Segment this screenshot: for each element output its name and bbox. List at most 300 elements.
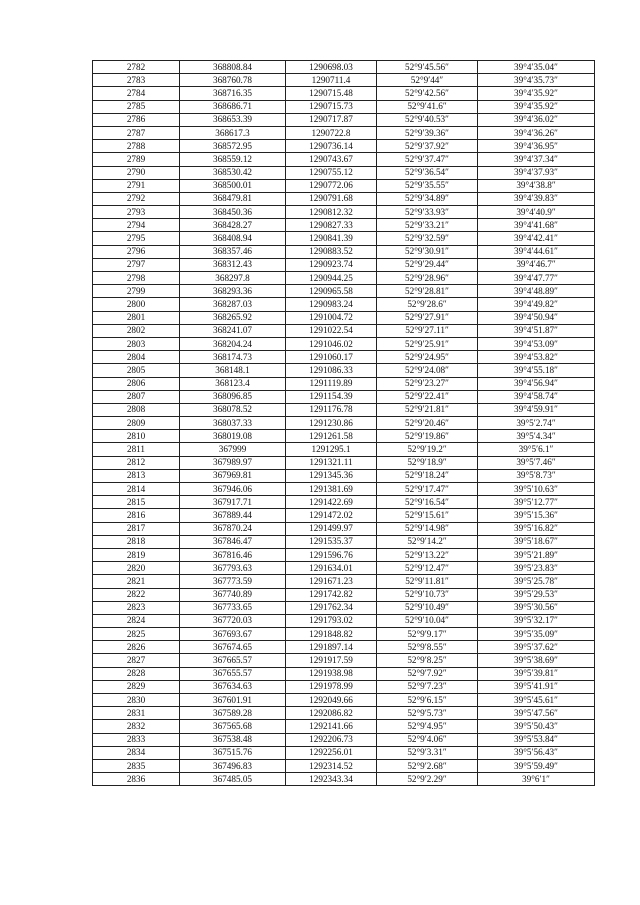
y-coordinate-cell: 1291634.01 [286, 562, 377, 575]
point-number-cell: 2815 [93, 496, 180, 509]
latitude-cell: 52°9′25.91″ [377, 337, 478, 350]
x-coordinate-cell: 367515.76 [180, 746, 286, 759]
x-coordinate-cell: 368500.01 [180, 179, 286, 192]
point-number-cell: 2802 [93, 324, 180, 337]
x-coordinate-cell: 368037.33 [180, 417, 286, 430]
latitude-cell: 52°9′8.55″ [377, 641, 478, 654]
x-coordinate-cell: 367999 [180, 443, 286, 456]
x-coordinate-cell: 368559.12 [180, 153, 286, 166]
latitude-cell: 52°9′13.22″ [377, 548, 478, 561]
longitude-cell: 39°5′56.43″ [478, 746, 595, 759]
table-row [93, 548, 595, 561]
point-number-cell: 2834 [93, 746, 180, 759]
y-coordinate-cell: 1291535.37 [286, 535, 377, 548]
table-row [93, 126, 595, 139]
y-coordinate-cell: 1290722.8 [286, 126, 377, 139]
longitude-cell: 39°5′18.67″ [478, 535, 595, 548]
longitude-cell: 39°4′50.94″ [478, 311, 595, 324]
x-coordinate-cell: 368450.36 [180, 206, 286, 219]
table-row [93, 364, 595, 377]
x-coordinate-cell: 367538.48 [180, 733, 286, 746]
point-number-cell: 2795 [93, 232, 180, 245]
x-coordinate-cell: 368617.3 [180, 126, 286, 139]
point-number-cell: 2788 [93, 140, 180, 153]
y-coordinate-cell: 1290791.68 [286, 192, 377, 205]
x-coordinate-cell: 367870.24 [180, 522, 286, 535]
x-coordinate-cell: 367889.44 [180, 509, 286, 522]
latitude-cell: 52°9′27.91″ [377, 311, 478, 324]
x-coordinate-cell: 367846.47 [180, 535, 286, 548]
latitude-cell: 52°9′11.81″ [377, 575, 478, 588]
point-number-cell: 2784 [93, 87, 180, 100]
y-coordinate-cell: 1291938.98 [286, 667, 377, 680]
x-coordinate-cell: 367601.91 [180, 694, 286, 707]
longitude-cell: 39°5′12.77″ [478, 496, 595, 509]
latitude-cell: 52°9′10.73″ [377, 588, 478, 601]
table-row [93, 588, 595, 601]
x-coordinate-cell: 368096.85 [180, 390, 286, 403]
y-coordinate-cell: 1290983.24 [286, 298, 377, 311]
latitude-cell: 52°9′6.15″ [377, 694, 478, 707]
y-coordinate-cell: 1291422.69 [286, 496, 377, 509]
longitude-cell: 39°4′35.04″ [478, 61, 595, 74]
latitude-cell: 52°9′28.6″ [377, 298, 478, 311]
y-coordinate-cell: 1292206.73 [286, 733, 377, 746]
y-coordinate-cell: 1292086.82 [286, 707, 377, 720]
point-number-cell: 2829 [93, 680, 180, 693]
table-row [93, 390, 595, 403]
table-row [93, 206, 595, 219]
longitude-cell: 39°5′50.43″ [478, 720, 595, 733]
longitude-cell: 39°4′42.41″ [478, 232, 595, 245]
x-coordinate-cell: 367720.03 [180, 614, 286, 627]
point-number-cell: 2821 [93, 575, 180, 588]
y-coordinate-cell: 1292343.34 [286, 773, 377, 786]
table-row [93, 641, 595, 654]
longitude-cell: 39°5′7.46″ [478, 456, 595, 469]
latitude-cell: 52°9′18.24″ [377, 469, 478, 482]
table-row [93, 377, 595, 390]
y-coordinate-cell: 1290715.73 [286, 100, 377, 113]
longitude-cell: 39°5′45.61″ [478, 694, 595, 707]
table-row [93, 245, 595, 258]
x-coordinate-cell: 367634.63 [180, 680, 286, 693]
longitude-cell: 39°4′49.82″ [478, 298, 595, 311]
point-number-cell: 2817 [93, 522, 180, 535]
x-coordinate-cell: 367793.63 [180, 562, 286, 575]
longitude-cell: 39°4′35.73″ [478, 74, 595, 87]
table-row [93, 601, 595, 614]
table-row [93, 430, 595, 443]
latitude-cell: 52°9′34.89″ [377, 192, 478, 205]
table-row [93, 403, 595, 416]
y-coordinate-cell: 1291230.86 [286, 417, 377, 430]
y-coordinate-cell: 1290755.12 [286, 166, 377, 179]
point-number-cell: 2803 [93, 337, 180, 350]
point-number-cell: 2835 [93, 759, 180, 772]
table-row [93, 773, 595, 786]
y-coordinate-cell: 1291897.14 [286, 641, 377, 654]
x-coordinate-cell: 368148.1 [180, 364, 286, 377]
table-row [93, 74, 595, 87]
latitude-cell: 52°9′14.98″ [377, 522, 478, 535]
latitude-cell: 52°9′8.25″ [377, 654, 478, 667]
longitude-cell: 39°4′36.26″ [478, 126, 595, 139]
point-number-cell: 2833 [93, 733, 180, 746]
x-coordinate-cell: 367674.65 [180, 641, 286, 654]
x-coordinate-cell: 368716.35 [180, 87, 286, 100]
y-coordinate-cell: 1292314.52 [286, 759, 377, 772]
point-number-cell: 2831 [93, 707, 180, 720]
y-coordinate-cell: 1291046.02 [286, 337, 377, 350]
table-row [93, 232, 595, 245]
latitude-cell: 52°9′30.91″ [377, 245, 478, 258]
point-number-cell: 2782 [93, 61, 180, 74]
longitude-cell: 39°4′47.77″ [478, 272, 595, 285]
point-number-cell: 2810 [93, 430, 180, 443]
point-number-cell: 2826 [93, 641, 180, 654]
y-coordinate-cell: 1291345.36 [286, 469, 377, 482]
latitude-cell: 52°9′28.81″ [377, 285, 478, 298]
latitude-cell: 52°9′9.17″ [377, 628, 478, 641]
y-coordinate-cell: 1292141.66 [286, 720, 377, 733]
longitude-cell: 39°4′37.34″ [478, 153, 595, 166]
y-coordinate-cell: 1290812.32 [286, 206, 377, 219]
point-number-cell: 2798 [93, 272, 180, 285]
y-coordinate-cell: 1290841.39 [286, 232, 377, 245]
latitude-cell: 52°9′10.04″ [377, 614, 478, 627]
table-row [93, 469, 595, 482]
x-coordinate-cell: 368530.42 [180, 166, 286, 179]
latitude-cell: 52°9′15.61″ [377, 509, 478, 522]
y-coordinate-cell: 1291060.17 [286, 351, 377, 364]
y-coordinate-cell: 1291978.99 [286, 680, 377, 693]
point-number-cell: 2792 [93, 192, 180, 205]
point-number-cell: 2812 [93, 456, 180, 469]
point-number-cell: 2809 [93, 417, 180, 430]
latitude-cell: 52°9′28.96″ [377, 272, 478, 285]
latitude-cell: 52°9′37.92″ [377, 140, 478, 153]
longitude-cell: 39°5′35.09″ [478, 628, 595, 641]
x-coordinate-cell: 367917.71 [180, 496, 286, 509]
table-row [93, 535, 595, 548]
point-number-cell: 2820 [93, 562, 180, 575]
point-number-cell: 2791 [93, 179, 180, 192]
point-number-cell: 2794 [93, 219, 180, 232]
x-coordinate-cell: 367485.05 [180, 773, 286, 786]
y-coordinate-cell: 1291086.33 [286, 364, 377, 377]
x-coordinate-cell: 367969.81 [180, 469, 286, 482]
x-coordinate-cell: 368174.73 [180, 351, 286, 364]
longitude-cell: 39°5′29.53″ [478, 588, 595, 601]
y-coordinate-cell: 1291119.89 [286, 377, 377, 390]
longitude-cell: 39°4′38.8″ [478, 179, 595, 192]
longitude-cell: 39°4′55.18″ [478, 364, 595, 377]
point-number-cell: 2836 [93, 773, 180, 786]
table-row [93, 562, 595, 575]
table-row [93, 575, 595, 588]
latitude-cell: 52°9′41.6″ [377, 100, 478, 113]
coordinates-table-body [93, 61, 595, 786]
point-number-cell: 2822 [93, 588, 180, 601]
longitude-cell: 39°4′36.02″ [478, 113, 595, 126]
table-row [93, 654, 595, 667]
table-row [93, 707, 595, 720]
table-row [93, 483, 595, 496]
longitude-cell: 39°5′16.82″ [478, 522, 595, 535]
point-number-cell: 2806 [93, 377, 180, 390]
point-number-cell: 2783 [93, 74, 180, 87]
latitude-cell: 52°9′14.2″ [377, 535, 478, 548]
longitude-cell: 39°5′39.81″ [478, 667, 595, 680]
x-coordinate-cell: 368078.52 [180, 403, 286, 416]
latitude-cell: 52°9′45.56″ [377, 61, 478, 74]
longitude-cell: 39°4′41.68″ [478, 219, 595, 232]
table-row [93, 680, 595, 693]
latitude-cell: 52°9′18.9″ [377, 456, 478, 469]
x-coordinate-cell: 368293.36 [180, 285, 286, 298]
point-number-cell: 2786 [93, 113, 180, 126]
latitude-cell: 52°9′2.29″ [377, 773, 478, 786]
longitude-cell: 39°5′53.84″ [478, 733, 595, 746]
point-number-cell: 2816 [93, 509, 180, 522]
point-number-cell: 2793 [93, 206, 180, 219]
longitude-cell: 39°4′51.87″ [478, 324, 595, 337]
latitude-cell: 52°9′3.31″ [377, 746, 478, 759]
latitude-cell: 52°9′19.86″ [377, 430, 478, 443]
x-coordinate-cell: 367946.06 [180, 483, 286, 496]
longitude-cell: 39°5′21.89″ [478, 548, 595, 561]
y-coordinate-cell: 1291671.23 [286, 575, 377, 588]
table-row [93, 153, 595, 166]
table-row [93, 694, 595, 707]
table-row [93, 166, 595, 179]
latitude-cell: 52°9′23.27″ [377, 377, 478, 390]
table-row [93, 179, 595, 192]
point-number-cell: 2814 [93, 483, 180, 496]
y-coordinate-cell: 1290827.33 [286, 219, 377, 232]
y-coordinate-cell: 1291917.59 [286, 654, 377, 667]
latitude-cell: 52°9′2.68″ [377, 759, 478, 772]
longitude-cell: 39°4′37.93″ [478, 166, 595, 179]
table-row [93, 140, 595, 153]
table-row [93, 272, 595, 285]
y-coordinate-cell: 1290736.14 [286, 140, 377, 153]
x-coordinate-cell: 368686.71 [180, 100, 286, 113]
latitude-cell: 52°9′37.47″ [377, 153, 478, 166]
longitude-cell: 39°4′39.83″ [478, 192, 595, 205]
latitude-cell: 52°9′22.41″ [377, 390, 478, 403]
longitude-cell: 39°5′2.74″ [478, 417, 595, 430]
x-coordinate-cell: 368760.78 [180, 74, 286, 87]
x-coordinate-cell: 368123.4 [180, 377, 286, 390]
y-coordinate-cell: 1291762.34 [286, 601, 377, 614]
point-number-cell: 2796 [93, 245, 180, 258]
point-number-cell: 2790 [93, 166, 180, 179]
point-number-cell: 2823 [93, 601, 180, 614]
table-row [93, 192, 595, 205]
latitude-cell: 52°9′19.2″ [377, 443, 478, 456]
point-number-cell: 2832 [93, 720, 180, 733]
latitude-cell: 52°9′44″ [377, 74, 478, 87]
table-row [93, 443, 595, 456]
longitude-cell: 39°5′37.62″ [478, 641, 595, 654]
longitude-cell: 39°5′38.69″ [478, 654, 595, 667]
latitude-cell: 52°9′27.11″ [377, 324, 478, 337]
y-coordinate-cell: 1291004.72 [286, 311, 377, 324]
point-number-cell: 2801 [93, 311, 180, 324]
longitude-cell: 39°4′35.92″ [478, 100, 595, 113]
y-coordinate-cell: 1290698.03 [286, 61, 377, 74]
longitude-cell: 39°5′30.56″ [478, 601, 595, 614]
point-number-cell: 2808 [93, 403, 180, 416]
y-coordinate-cell: 1290772.06 [286, 179, 377, 192]
latitude-cell: 52°9′39.36″ [377, 126, 478, 139]
y-coordinate-cell: 1291022.54 [286, 324, 377, 337]
latitude-cell: 52°9′29.44″ [377, 258, 478, 271]
x-coordinate-cell: 368428.27 [180, 219, 286, 232]
point-number-cell: 2800 [93, 298, 180, 311]
latitude-cell: 52°9′24.08″ [377, 364, 478, 377]
latitude-cell: 52°9′4.06″ [377, 733, 478, 746]
x-coordinate-cell: 368241.07 [180, 324, 286, 337]
x-coordinate-cell: 367740.89 [180, 588, 286, 601]
y-coordinate-cell: 1291848.82 [286, 628, 377, 641]
point-number-cell: 2819 [93, 548, 180, 561]
point-number-cell: 2813 [93, 469, 180, 482]
latitude-cell: 52°9′16.54″ [377, 496, 478, 509]
table-row [93, 298, 595, 311]
table-row [93, 285, 595, 298]
y-coordinate-cell: 1290711.4 [286, 74, 377, 87]
longitude-cell: 39°5′4.34″ [478, 430, 595, 443]
x-coordinate-cell: 368357.46 [180, 245, 286, 258]
table-row [93, 258, 595, 271]
table-row [93, 311, 595, 324]
latitude-cell: 52°9′21.81″ [377, 403, 478, 416]
table-row [93, 509, 595, 522]
longitude-cell: 39°4′35.92″ [478, 87, 595, 100]
longitude-cell: 39°5′25.78″ [478, 575, 595, 588]
x-coordinate-cell: 368572.95 [180, 140, 286, 153]
longitude-cell: 39°5′47.56″ [478, 707, 595, 720]
longitude-cell: 39°4′36.95″ [478, 140, 595, 153]
latitude-cell: 52°9′4.95″ [377, 720, 478, 733]
latitude-cell: 52°9′20.46″ [377, 417, 478, 430]
point-number-cell: 2797 [93, 258, 180, 271]
x-coordinate-cell: 368808.84 [180, 61, 286, 74]
table-row [93, 113, 595, 126]
table-row [93, 733, 595, 746]
longitude-cell: 39°6′1″ [478, 773, 595, 786]
x-coordinate-cell: 367565.68 [180, 720, 286, 733]
longitude-cell: 39°5′10.63″ [478, 483, 595, 496]
y-coordinate-cell: 1290923.74 [286, 258, 377, 271]
x-coordinate-cell: 368408.94 [180, 232, 286, 245]
longitude-cell: 39°5′6.1″ [478, 443, 595, 456]
point-number-cell: 2789 [93, 153, 180, 166]
x-coordinate-cell: 368312.43 [180, 258, 286, 271]
point-number-cell: 2785 [93, 100, 180, 113]
longitude-cell: 39°4′53.82″ [478, 351, 595, 364]
x-coordinate-cell: 367989.97 [180, 456, 286, 469]
point-number-cell: 2805 [93, 364, 180, 377]
table-row [93, 496, 595, 509]
table-row [93, 417, 595, 430]
y-coordinate-cell: 1290715.48 [286, 87, 377, 100]
y-coordinate-cell: 1291596.76 [286, 548, 377, 561]
y-coordinate-cell: 1291499.97 [286, 522, 377, 535]
longitude-cell: 39°4′44.61″ [478, 245, 595, 258]
table-row [93, 337, 595, 350]
table-row [93, 61, 595, 74]
latitude-cell: 52°9′7.92″ [377, 667, 478, 680]
x-coordinate-cell: 368297.8 [180, 272, 286, 285]
y-coordinate-cell: 1291742.82 [286, 588, 377, 601]
longitude-cell: 39°4′59.91″ [478, 403, 595, 416]
y-coordinate-cell: 1290944.25 [286, 272, 377, 285]
x-coordinate-cell: 368265.92 [180, 311, 286, 324]
latitude-cell: 52°9′33.21″ [377, 219, 478, 232]
longitude-cell: 39°4′48.89″ [478, 285, 595, 298]
table-row [93, 522, 595, 535]
point-number-cell: 2787 [93, 126, 180, 139]
x-coordinate-cell: 368653.39 [180, 113, 286, 126]
longitude-cell: 39°4′46.7″ [478, 258, 595, 271]
table-row [93, 219, 595, 232]
y-coordinate-cell: 1291154.39 [286, 390, 377, 403]
latitude-cell: 52°9′17.47″ [377, 483, 478, 496]
point-number-cell: 2825 [93, 628, 180, 641]
y-coordinate-cell: 1291261.58 [286, 430, 377, 443]
table-row [93, 87, 595, 100]
point-number-cell: 2827 [93, 654, 180, 667]
longitude-cell: 39°4′58.74″ [478, 390, 595, 403]
latitude-cell: 52°9′32.59″ [377, 232, 478, 245]
y-coordinate-cell: 1290965.58 [286, 285, 377, 298]
table-row [93, 759, 595, 772]
longitude-cell: 39°5′23.83″ [478, 562, 595, 575]
point-number-cell: 2818 [93, 535, 180, 548]
point-number-cell: 2824 [93, 614, 180, 627]
x-coordinate-cell: 368479.81 [180, 192, 286, 205]
y-coordinate-cell: 1291321.11 [286, 456, 377, 469]
longitude-cell: 39°5′8.73″ [478, 469, 595, 482]
latitude-cell: 52°9′12.47″ [377, 562, 478, 575]
point-number-cell: 2804 [93, 351, 180, 364]
longitude-cell: 39°5′15.36″ [478, 509, 595, 522]
table-row [93, 456, 595, 469]
y-coordinate-cell: 1290717.87 [286, 113, 377, 126]
x-coordinate-cell: 367733.65 [180, 601, 286, 614]
point-number-cell: 2828 [93, 667, 180, 680]
longitude-cell: 39°5′59.49″ [478, 759, 595, 772]
latitude-cell: 52°9′24.95″ [377, 351, 478, 364]
y-coordinate-cell: 1291176.78 [286, 403, 377, 416]
x-coordinate-cell: 367773.59 [180, 575, 286, 588]
table-row [93, 667, 595, 680]
table-row [93, 351, 595, 364]
latitude-cell: 52°9′35.55″ [377, 179, 478, 192]
x-coordinate-cell: 368287.03 [180, 298, 286, 311]
longitude-cell: 39°4′53.09″ [478, 337, 595, 350]
x-coordinate-cell: 367496.83 [180, 759, 286, 772]
y-coordinate-cell: 1292256.01 [286, 746, 377, 759]
latitude-cell: 52°9′36.54″ [377, 166, 478, 179]
table-row [93, 628, 595, 641]
point-number-cell: 2807 [93, 390, 180, 403]
latitude-cell: 52°9′40.53″ [377, 113, 478, 126]
